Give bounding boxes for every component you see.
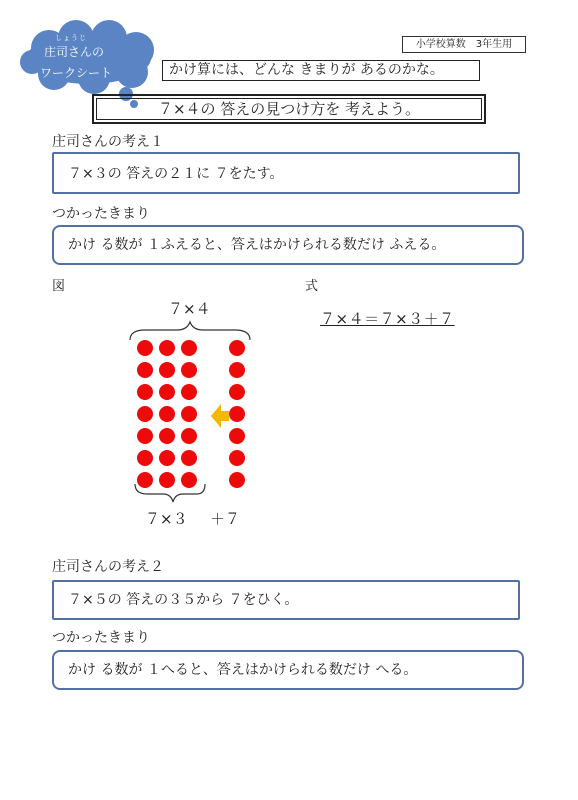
dot-diagram [125, 318, 255, 508]
dot-left [181, 384, 197, 400]
rule1-heading: つかったきまり [52, 206, 150, 222]
expression-label: 式 [305, 279, 319, 294]
idea2-heading: 庄司さんの考え２ [52, 559, 164, 575]
expression-formula: ７×４＝７×３＋７ [320, 310, 455, 328]
dot-left [159, 340, 175, 356]
cloud-subtitle: ワークシート [40, 66, 113, 80]
dot-left [159, 384, 175, 400]
task-box: ７×４の 答えの見つけ方を 考えよう。 [92, 94, 486, 124]
diagram-top-label: ７×４ [168, 300, 211, 318]
dot-left [137, 472, 153, 488]
dot-left [159, 428, 175, 444]
grade-label: 小学校算数 3年生用 [402, 36, 526, 53]
cloud-ruby: しょうじ [55, 34, 87, 42]
dot-left [181, 340, 197, 356]
guiding-question: かけ算には、どんな きまりが あるのかな。 [162, 60, 480, 81]
dot-right [229, 428, 245, 444]
dot-left [159, 362, 175, 378]
dot-left [137, 450, 153, 466]
diagram-right-label: ＋７ [210, 510, 241, 528]
idea2-box: ７×５の 答えの３５から ７をひく。 [52, 580, 520, 620]
dot-left [137, 384, 153, 400]
dot-left [137, 428, 153, 444]
dot-right [229, 340, 245, 356]
dot-left [159, 406, 175, 422]
dot-right [229, 472, 245, 488]
dot-left [181, 472, 197, 488]
arrow-icon [211, 404, 229, 428]
dot-right [229, 362, 245, 378]
dot-left [137, 362, 153, 378]
idea1-box: ７×３の 答えの２１に ７をたす。 [52, 152, 520, 194]
diagram-left-label: ７×３ [145, 510, 188, 528]
dot-left [181, 362, 197, 378]
rule1-box: かけ る数が １ふえると、答えはかけられる数だけ ふえる。 [52, 225, 524, 265]
cloud-title: 庄司さんの [44, 45, 105, 59]
dot-left [159, 450, 175, 466]
dot-right [229, 406, 245, 422]
idea1-heading: 庄司さんの考え１ [52, 134, 164, 150]
figure-label: 図 [52, 279, 66, 294]
rule2-box: かけ る数が １へると、答えはかけられる数だけ へる。 [52, 650, 524, 690]
dot-right [229, 450, 245, 466]
dot-left [159, 472, 175, 488]
dot-right [229, 384, 245, 400]
dot-left [181, 450, 197, 466]
dot-left [137, 406, 153, 422]
dot-left [137, 340, 153, 356]
dot-left [181, 428, 197, 444]
dot-left [181, 406, 197, 422]
rule2-heading: つかったきまり [52, 630, 150, 646]
